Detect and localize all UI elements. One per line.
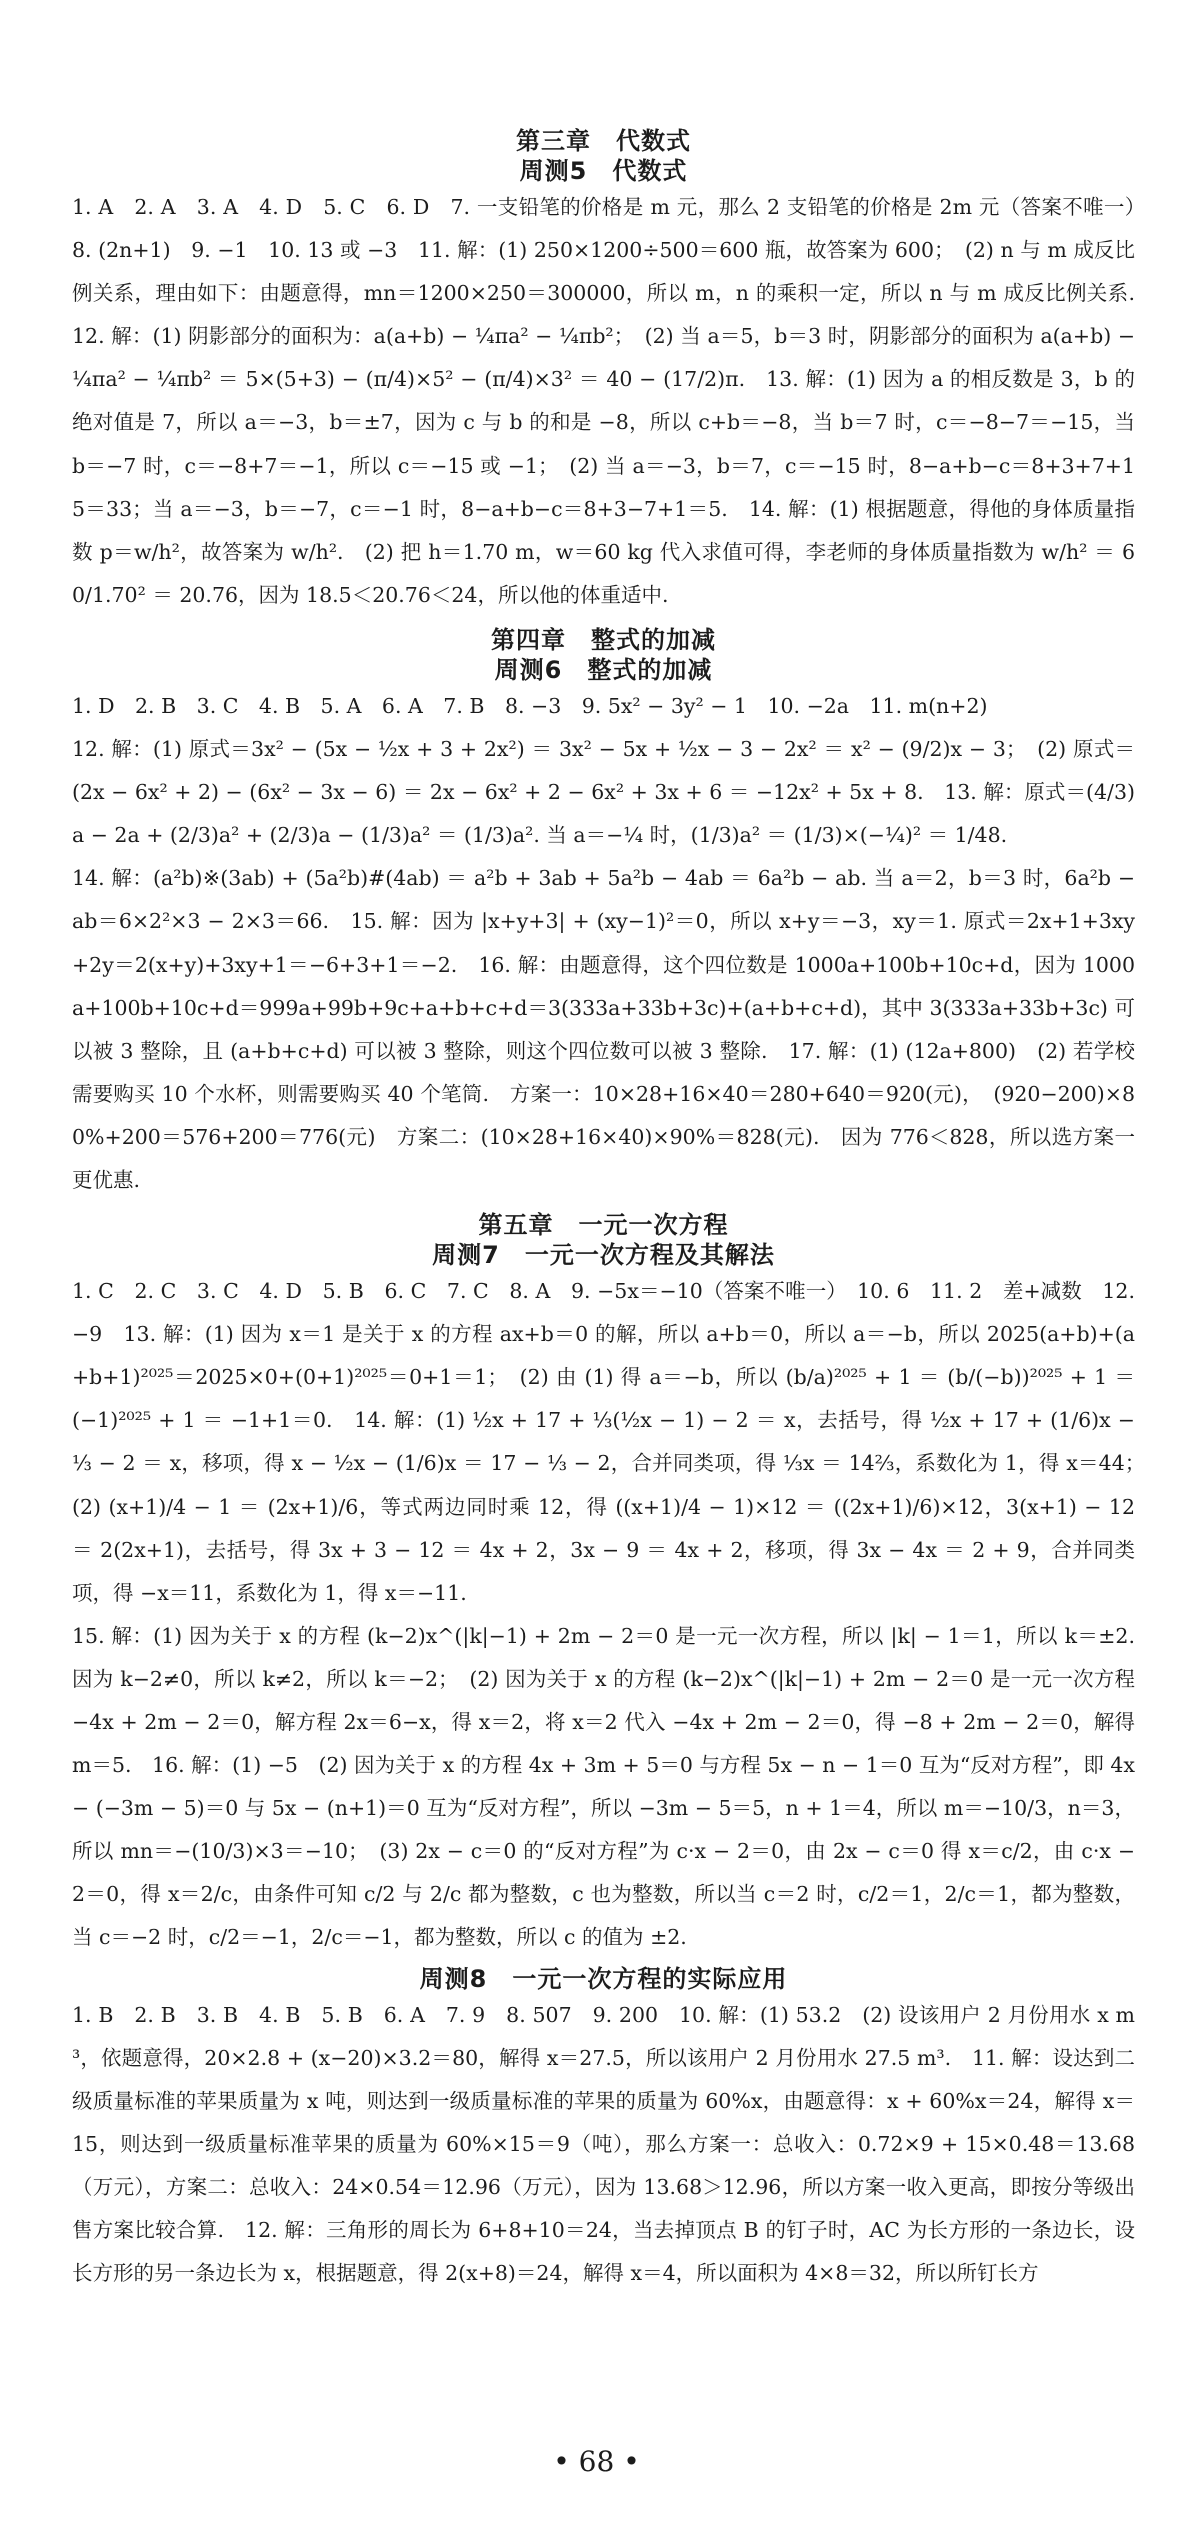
answer-paragraph: 1. C 2. C 3. C 4. D 5. B 6. C 7. C 8. A 9. −5x＝−10（答案不唯一） 10. 6 11. 2 差+减数 12. −9 13. 解：(1) 因为 x＝1 是关于 x 的方程 ax+b＝0 的解，所以 a+b＝0，所以 a＝−b，所以 2025(a+b)+(a+b+1)²⁰²⁵＝2025×0+(0+1)²⁰²⁵＝0+1＝1； (2) 由 (1) 得 a＝−b，所以 (b/a)²⁰²⁵ + 1 ＝ (b/(−b))²⁰²⁵ + 1 ＝ (−1)²⁰²⁵ + 1 ＝ −1+1＝0. 14. 解：(1) ½x + 17 + ⅓(½x − 1) − 2 ＝ x，去括号，得 ½x + 17 + (1/6)x − ⅓ − 2 ＝ x，移项，得 x − ½x − (1/6)x ＝ 17 − ⅓ − 2，合并同类项，得 ⅓x ＝ 14⅔，系数化为 1，得 x＝44； (2) (x+1)/4 − 1 ＝ (2x+1)/6，等式两边同时乘 12，得 ((x+1)/4 − 1)×12 ＝ ((2x+1)/6)×12，3(x+1) − 12 ＝ 2(2x+1)，去括号，得 3x + 3 − 12 ＝ 4x + 2，3x − 9 ＝ 4x + 2，移项，得 3x − 4x ＝ 2 + 9，合并同类项，得 −x＝11，系数化为 1，得 x＝−11. <box>72 1279 1156 1605</box>
section-quiz-8 <box>72 1964 1135 2296</box>
answer-paragraph: 12. 解：(1) 原式＝3x² − (5x − ½x + 3 + 2x²) ＝ 3x² − 5x + ½x − 3 − 2x² ＝ x² − (9/2)x − 3； (2) 原式＝(2x − 6x² + 2) − (6x² − 3x − 6) ＝ 2x − 6x² + 2 − 6x² + 3x + 6 ＝ −12x² + 5x + 8. 13. 解：原式＝(4/3)a − 2a + (2/3)a² + (2/3)a − (1/3)a² ＝ (1/3)a². 当 a＝−¼ 时，(1/3)a² ＝ (1/3)×(−¼)² ＝ 1/48. <box>72 737 1135 848</box>
section-chapter-4 <box>72 625 1135 1202</box>
quiz-title: 周测7 一元一次方程及其解法 <box>432 1241 775 1270</box>
section-chapter-3 <box>72 126 1156 617</box>
answer-paragraph: 14. 解：(a²b)※(3ab) + (5a²b)#(4ab) ＝ a²b + 3ab + 5a²b − 4ab ＝ 6a²b − ab. 当 a＝2，b＝3 时，6a²b − ab＝6×2²×3 − 2×3＝66. 15. 解：因为 |x+y+3| + (xy−1)²＝0，所以 x+y＝−3，xy＝1. 原式＝2x+1+3xy+2y＝2(x+y)+3xy+1＝−6+3+1＝−2. 16. 解：由题意得，这个四位数是 1000a+100b+10c+d，因为 1000a+100b+10c+d＝999a+99b+9c+a+b+c+d＝3(333a+33b+3c)+(a+b+c+d)，其中 3(333a+33b+3c) 可以被 3 整除，且 (a+b+c+d) 可以被 3 整除，则这个四位数可以被 3 整除. 17. 解：(1) (12a+800) (2) 若学校需要购买 10 个水杯，则需要购买 40 个笔筒. 方案一：10×28+16×40＝280+640＝920(元)， (920−200)×80%+200＝576+200＝776(元) 方案二：(10×28+16×40)×90%＝828(元). 因为 776＜828，所以选方案一更优惠. <box>72 866 1135 1192</box>
chapter-title: 第三章 代数式 <box>516 127 691 155</box>
chapter-title: 第五章 一元一次方程 <box>478 1211 729 1240</box>
quiz-title: 周测8 一元一次方程的实际应用 <box>419 1964 788 1993</box>
chapter-title: 第四章 整式的加减 <box>491 625 716 654</box>
section-chapter-5 <box>72 1210 1156 1960</box>
answer-paragraph: 1. D 2. B 3. C 4. B 5. A 6. A 7. B 8. −3 9. 5x² − 3y² − 1 10. −2a 11. m(n+2) <box>72 693 988 718</box>
quiz-title: 周测6 整式的加减 <box>494 655 713 684</box>
answer-paragraph: 1. B 2. B 3. B 4. B 5. B 6. A 7. 9 8. 507 9. 200 10. 解：(1) 53.2 (2) 设该用户 2 月份用水 x m³，依题意得，20×2.8 + (x−20)×3.2＝80，解得 x＝27.5，所以该用户 2 月份用水 27.5 m³. 11. 解：设达到二级质量标准的苹果质量为 x 吨，则达到一级质量标准的苹果的质量为 60%x，由题意得：x + 60%x＝24，解得 x＝15，则达到一级质量标准苹果的质量为 60%×15＝9（吨），那么方案一：总收入：0.72×9 + 15×0.48＝13.68（万元），方案二：总收入：24×0.54＝12.96（万元），因为 13.68＞12.96，所以方案一收入更高，即按分等级出售方案比较合算. 12. 解：三角形的周长为 6+8+10＝24，当去掉顶点 B 的钉子时，AC 为长方形的一条边长，设长方形的另一条边长为 x，根据题意，得 2(x+8)＝24，解得 x＝4，所以面积为 4×8＝32，所以所钉长方 <box>72 2002 1135 2286</box>
answer-paragraph: 1. A 2. A 3. A 4. D 5. C 6. D 7. 一支铅笔的价格是 m 元，那么 2 支铅笔的价格是 2m 元（答案不唯一） 8. (2n+1) 9. −1 10. 13 或 −3 11. 解：(1) 250×1200÷500＝600 瓶，故答案为 600； (2) n 与 m 成反比例关系，理由如下：由题意得，mn＝1200×250＝300000，所以 m，n 的乘积一定，所以 n 与 m 成反比例关系. 12. 解：(1) 阴影部分的面积为：a(a+b) − ¼πa² − ¼πb²； (2) 当 a＝5，b＝3 时，阴影部分的面积为 a(a+b) − ¼πa² − ¼πb² ＝ 5×(5+3) − (π/4)×5² − (π/4)×3² ＝ 40 − (17/2)π. 13. 解：(1) 因为 a 的相反数是 3，b 的绝对值是 7，所以 a＝−3，b＝±7，因为 c 与 b 的和是 −8，所以 c+b＝−8，当 b＝7 时，c＝−8−7＝−15，当 b＝−7 时，c＝−8+7＝−1，所以 c＝−15 或 −1； (2) 当 a＝−3，b＝7，c＝−15 时，8−a+b−c＝8+3+7+15＝33；当 a＝−3，b＝−7，c＝−1 时，8−a+b−c＝8+3−7+1＝5. 14. 解：(1) 根据题意，得他的身体质量指数 p＝w/h²，故答案为 w/h². (2) 把 h＝1.70 m，w＝60 kg 代入求值可得，李老师的身体质量指数为 w/h² ＝ 60/1.70² ＝ 20.76，因为 18.5＜20.76＜24，所以他的体重适中. <box>72 195 1156 607</box>
answer-paragraph: 15. 解：(1) 因为关于 x 的方程 (k−2)x^(|k|−1) + 2m − 2＝0 是一元一次方程，所以 |k| − 1＝1，所以 k＝±2. 因为 k−2≠0，所以 k≠2，所以 k＝−2； (2) 因为关于 x 的方程 (k−2)x^(|k|−1) + 2m − 2＝0 是一元一次方程 −4x + 2m − 2＝0，解方程 2x＝6−x，得 x＝2，将 x＝2 代入 −4x + 2m − 2＝0，得 −8 + 2m − 2＝0，解得 m＝5. 16. 解：(1) −5 (2) 因为关于 x 的方程 4x + 3m + 5＝0 与方程 5x − n − 1＝0 互为“反对方程”，即 4x − (−3m − 5)＝0 与 5x − (n+1)＝0 互为“反对方程”，所以 −3m − 5＝5，n + 1＝4，所以 m＝−10/3，n＝3，所以 mn＝−(10/3)×3＝−10； (3) 2x − c＝0 的“反对方程”为 c·x − 2＝0，由 2x − c＝0 得 x＝c/2，由 c·x − 2＝0，得 x＝2/c，由条件可知 c/2 与 2/c 都为整数，c 也为整数，所以当 c＝2 时，c/2＝1，2/c＝1，都为整数，当 c＝−2 时，c/2＝−1，2/c＝−1，都为整数，所以 c 的值为 ±2. <box>72 1623 1135 1950</box>
page-number: • 68 • <box>553 2445 640 2478</box>
quiz-title: 周测5 代数式 <box>519 157 688 185</box>
